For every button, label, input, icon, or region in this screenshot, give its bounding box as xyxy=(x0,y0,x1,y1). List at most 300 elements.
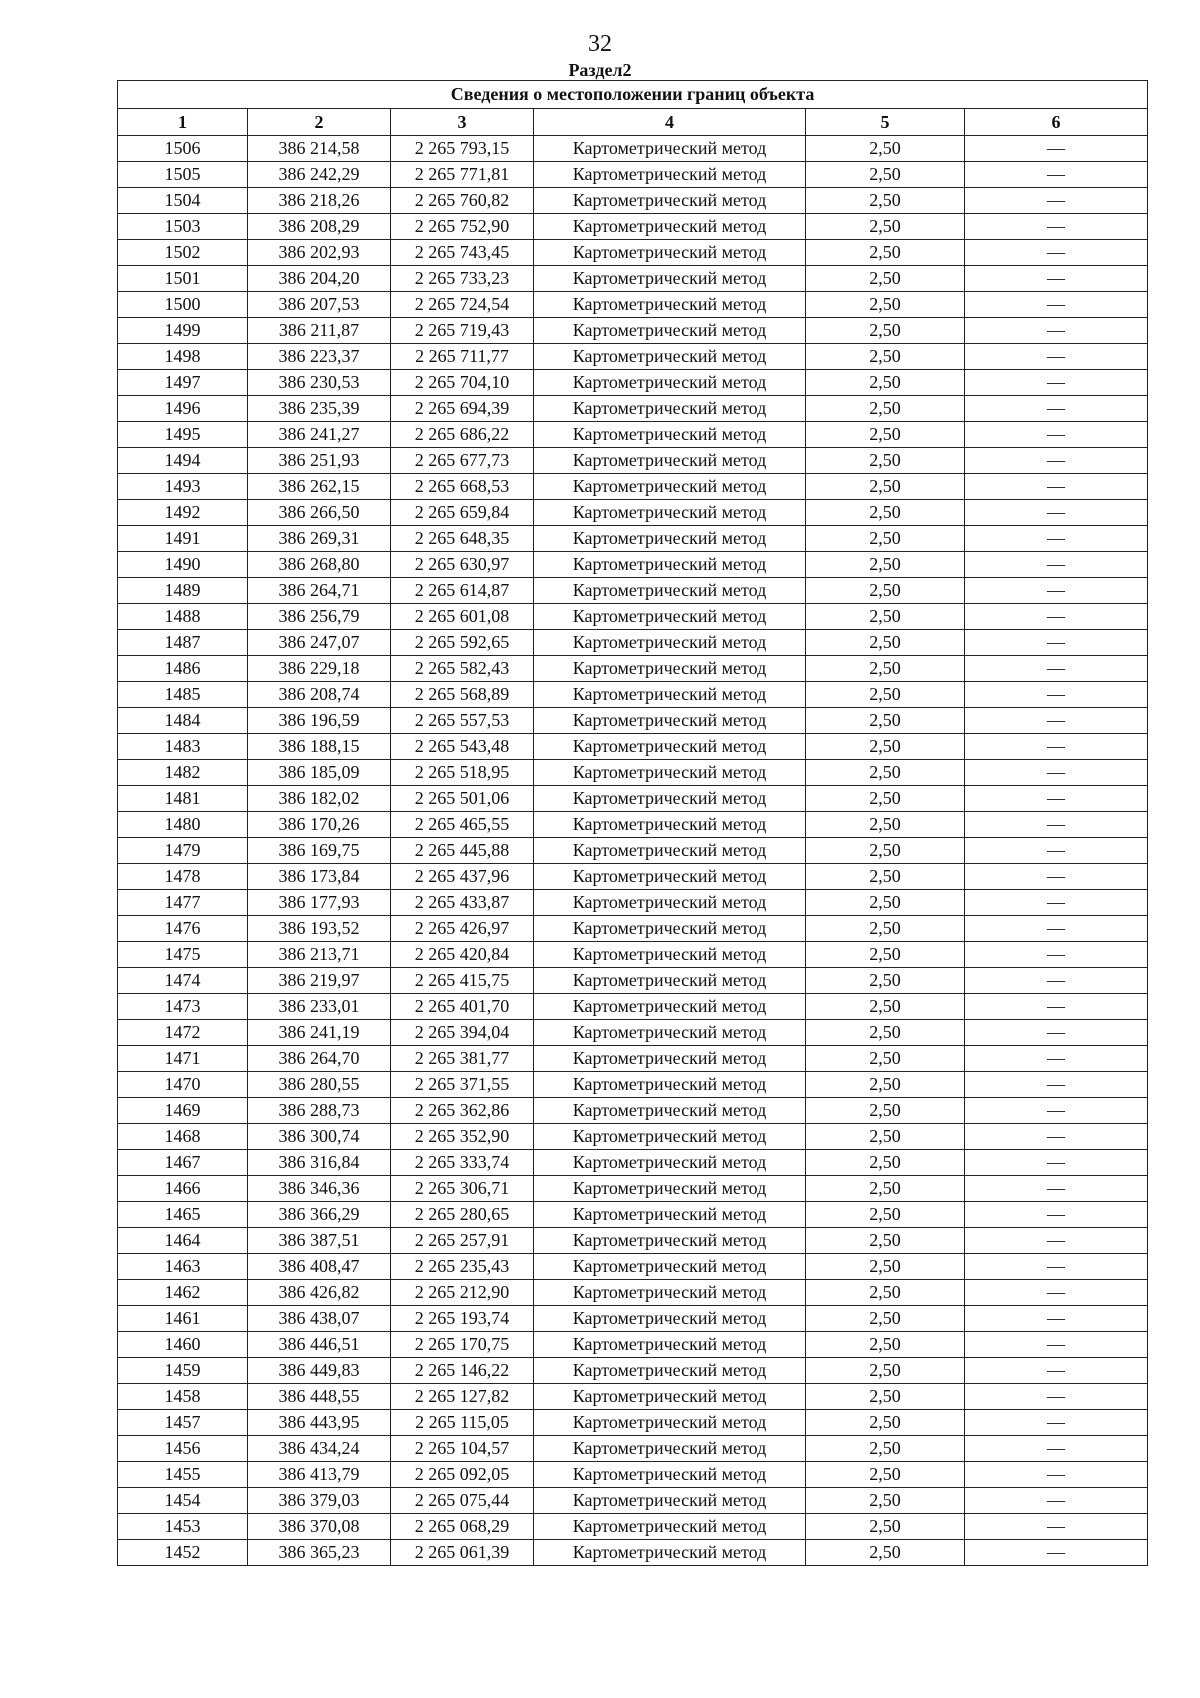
accuracy-cell: 2,50 xyxy=(806,1514,965,1540)
table-row xyxy=(118,1358,1148,1384)
point-number-cell: 1483 xyxy=(118,734,248,760)
accuracy-cell: 2,50 xyxy=(806,864,965,890)
y-coordinate-cell: 2 265 212,90 xyxy=(391,1280,534,1306)
method-cell: Картометрический метод xyxy=(534,526,806,552)
y-coordinate-cell: 2 265 719,43 xyxy=(391,318,534,344)
accuracy-cell: 2,50 xyxy=(806,760,965,786)
y-coordinate-cell: 2 265 793,15 xyxy=(391,136,534,162)
table-row xyxy=(118,916,1148,942)
y-coordinate-cell: 2 265 659,84 xyxy=(391,500,534,526)
point-number-cell: 1501 xyxy=(118,266,248,292)
table-row xyxy=(118,1072,1148,1098)
table-caption: Сведения о местоположении границ объекта xyxy=(118,81,1148,109)
table-row xyxy=(118,162,1148,188)
column-number-row xyxy=(118,109,1148,136)
method-cell: Картометрический метод xyxy=(534,552,806,578)
point-number-cell: 1457 xyxy=(118,1410,248,1436)
description-cell: — xyxy=(965,500,1148,526)
y-coordinate-cell: 2 265 306,71 xyxy=(391,1176,534,1202)
description-cell: — xyxy=(965,812,1148,838)
table-row xyxy=(118,578,1148,604)
point-number-cell: 1466 xyxy=(118,1176,248,1202)
table-row xyxy=(118,370,1148,396)
method-cell: Картометрический метод xyxy=(534,1280,806,1306)
point-number-cell: 1488 xyxy=(118,604,248,630)
table-row xyxy=(118,1124,1148,1150)
accuracy-cell: 2,50 xyxy=(806,526,965,552)
point-number-cell: 1468 xyxy=(118,1124,248,1150)
description-cell: — xyxy=(965,396,1148,422)
table-row xyxy=(118,812,1148,838)
description-cell: — xyxy=(965,630,1148,656)
x-coordinate-cell: 386 413,79 xyxy=(248,1462,391,1488)
accuracy-cell: 2,50 xyxy=(806,682,965,708)
method-cell: Картометрический метод xyxy=(534,604,806,630)
accuracy-cell: 2,50 xyxy=(806,812,965,838)
column-header: 1 xyxy=(118,109,248,136)
point-number-cell: 1473 xyxy=(118,994,248,1020)
accuracy-cell: 2,50 xyxy=(806,1228,965,1254)
x-coordinate-cell: 386 241,19 xyxy=(248,1020,391,1046)
table-row xyxy=(118,1332,1148,1358)
table-row xyxy=(118,526,1148,552)
table-row xyxy=(118,604,1148,630)
description-cell: — xyxy=(965,864,1148,890)
table-body xyxy=(118,136,1148,1566)
table-row xyxy=(118,708,1148,734)
description-cell: — xyxy=(965,1384,1148,1410)
y-coordinate-cell: 2 265 193,74 xyxy=(391,1306,534,1332)
y-coordinate-cell: 2 265 415,75 xyxy=(391,968,534,994)
y-coordinate-cell: 2 265 362,86 xyxy=(391,1098,534,1124)
accuracy-cell: 2,50 xyxy=(806,1462,965,1488)
table-row xyxy=(118,994,1148,1020)
table-row xyxy=(118,942,1148,968)
table-row xyxy=(118,1384,1148,1410)
method-cell: Картометрический метод xyxy=(534,1072,806,1098)
method-cell: Картометрический метод xyxy=(534,942,806,968)
table-row xyxy=(118,396,1148,422)
y-coordinate-cell: 2 265 694,39 xyxy=(391,396,534,422)
point-number-cell: 1456 xyxy=(118,1436,248,1462)
description-cell: — xyxy=(965,682,1148,708)
table-row xyxy=(118,552,1148,578)
accuracy-cell: 2,50 xyxy=(806,136,965,162)
table-row xyxy=(118,786,1148,812)
x-coordinate-cell: 386 204,20 xyxy=(248,266,391,292)
point-number-cell: 1506 xyxy=(118,136,248,162)
x-coordinate-cell: 386 182,02 xyxy=(248,786,391,812)
point-number-cell: 1476 xyxy=(118,916,248,942)
y-coordinate-cell: 2 265 518,95 xyxy=(391,760,534,786)
description-cell: — xyxy=(965,838,1148,864)
accuracy-cell: 2,50 xyxy=(806,1020,965,1046)
point-number-cell: 1484 xyxy=(118,708,248,734)
description-cell: — xyxy=(965,1462,1148,1488)
accuracy-cell: 2,50 xyxy=(806,1436,965,1462)
x-coordinate-cell: 386 370,08 xyxy=(248,1514,391,1540)
point-number-cell: 1505 xyxy=(118,162,248,188)
accuracy-cell: 2,50 xyxy=(806,214,965,240)
method-cell: Картометрический метод xyxy=(534,1436,806,1462)
method-cell: Картометрический метод xyxy=(534,1514,806,1540)
method-cell: Картометрический метод xyxy=(534,214,806,240)
point-number-cell: 1454 xyxy=(118,1488,248,1514)
y-coordinate-cell: 2 265 465,55 xyxy=(391,812,534,838)
y-coordinate-cell: 2 265 092,05 xyxy=(391,1462,534,1488)
point-number-cell: 1477 xyxy=(118,890,248,916)
x-coordinate-cell: 386 202,93 xyxy=(248,240,391,266)
accuracy-cell: 2,50 xyxy=(806,1488,965,1514)
table-row xyxy=(118,1046,1148,1072)
point-number-cell: 1455 xyxy=(118,1462,248,1488)
method-cell: Картометрический метод xyxy=(534,1488,806,1514)
x-coordinate-cell: 386 316,84 xyxy=(248,1150,391,1176)
table-row xyxy=(118,1228,1148,1254)
point-number-cell: 1494 xyxy=(118,448,248,474)
method-cell: Картометрический метод xyxy=(534,1098,806,1124)
x-coordinate-cell: 386 438,07 xyxy=(248,1306,391,1332)
table-caption-row xyxy=(118,81,1148,109)
table-row xyxy=(118,1410,1148,1436)
x-coordinate-cell: 386 219,97 xyxy=(248,968,391,994)
point-number-cell: 1464 xyxy=(118,1228,248,1254)
y-coordinate-cell: 2 265 394,04 xyxy=(391,1020,534,1046)
accuracy-cell: 2,50 xyxy=(806,1254,965,1280)
table-row xyxy=(118,1306,1148,1332)
y-coordinate-cell: 2 265 760,82 xyxy=(391,188,534,214)
point-number-cell: 1503 xyxy=(118,214,248,240)
table-row xyxy=(118,500,1148,526)
method-cell: Картометрический метод xyxy=(534,292,806,318)
table-row xyxy=(118,344,1148,370)
accuracy-cell: 2,50 xyxy=(806,318,965,344)
description-cell: — xyxy=(965,448,1148,474)
table-row xyxy=(118,1150,1148,1176)
y-coordinate-cell: 2 265 614,87 xyxy=(391,578,534,604)
description-cell: — xyxy=(965,292,1148,318)
y-coordinate-cell: 2 265 771,81 xyxy=(391,162,534,188)
table-row xyxy=(118,448,1148,474)
description-cell: — xyxy=(965,526,1148,552)
accuracy-cell: 2,50 xyxy=(806,630,965,656)
method-cell: Картометрический метод xyxy=(534,682,806,708)
method-cell: Картометрический метод xyxy=(534,786,806,812)
accuracy-cell: 2,50 xyxy=(806,162,965,188)
accuracy-cell: 2,50 xyxy=(806,1072,965,1098)
table-row xyxy=(118,656,1148,682)
y-coordinate-cell: 2 265 420,84 xyxy=(391,942,534,968)
accuracy-cell: 2,50 xyxy=(806,552,965,578)
accuracy-cell: 2,50 xyxy=(806,734,965,760)
method-cell: Картометрический метод xyxy=(534,1124,806,1150)
point-number-cell: 1485 xyxy=(118,682,248,708)
description-cell: — xyxy=(965,552,1148,578)
description-cell: — xyxy=(965,1332,1148,1358)
description-cell: — xyxy=(965,1046,1148,1072)
method-cell: Картометрический метод xyxy=(534,1306,806,1332)
x-coordinate-cell: 386 449,83 xyxy=(248,1358,391,1384)
table-row xyxy=(118,136,1148,162)
description-cell: — xyxy=(965,266,1148,292)
accuracy-cell: 2,50 xyxy=(806,1306,965,1332)
description-cell: — xyxy=(965,890,1148,916)
point-number-cell: 1491 xyxy=(118,526,248,552)
x-coordinate-cell: 386 446,51 xyxy=(248,1332,391,1358)
point-number-cell: 1452 xyxy=(118,1540,248,1566)
x-coordinate-cell: 386 264,70 xyxy=(248,1046,391,1072)
point-number-cell: 1462 xyxy=(118,1280,248,1306)
table-row xyxy=(118,422,1148,448)
accuracy-cell: 2,50 xyxy=(806,500,965,526)
y-coordinate-cell: 2 265 280,65 xyxy=(391,1202,534,1228)
y-coordinate-cell: 2 265 333,74 xyxy=(391,1150,534,1176)
description-cell: — xyxy=(965,474,1148,500)
table-row xyxy=(118,890,1148,916)
x-coordinate-cell: 386 214,58 xyxy=(248,136,391,162)
description-cell: — xyxy=(965,136,1148,162)
description-cell: — xyxy=(965,1072,1148,1098)
method-cell: Картометрический метод xyxy=(534,1384,806,1410)
table-row xyxy=(118,838,1148,864)
accuracy-cell: 2,50 xyxy=(806,656,965,682)
accuracy-cell: 2,50 xyxy=(806,604,965,630)
method-cell: Картометрический метод xyxy=(534,1540,806,1566)
x-coordinate-cell: 386 193,52 xyxy=(248,916,391,942)
table-row xyxy=(118,1176,1148,1202)
point-number-cell: 1470 xyxy=(118,1072,248,1098)
x-coordinate-cell: 386 256,79 xyxy=(248,604,391,630)
table-row xyxy=(118,864,1148,890)
description-cell: — xyxy=(965,240,1148,266)
x-coordinate-cell: 386 448,55 xyxy=(248,1384,391,1410)
x-coordinate-cell: 386 387,51 xyxy=(248,1228,391,1254)
description-cell: — xyxy=(965,1254,1148,1280)
table-row xyxy=(118,318,1148,344)
table-row xyxy=(118,682,1148,708)
y-coordinate-cell: 2 265 115,05 xyxy=(391,1410,534,1436)
table-row xyxy=(118,760,1148,786)
x-coordinate-cell: 386 280,55 xyxy=(248,1072,391,1098)
table-row xyxy=(118,1540,1148,1566)
description-cell: — xyxy=(965,1540,1148,1566)
x-coordinate-cell: 386 188,15 xyxy=(248,734,391,760)
description-cell: — xyxy=(965,214,1148,240)
x-coordinate-cell: 386 208,74 xyxy=(248,682,391,708)
point-number-cell: 1490 xyxy=(118,552,248,578)
accuracy-cell: 2,50 xyxy=(806,916,965,942)
x-coordinate-cell: 386 426,82 xyxy=(248,1280,391,1306)
accuracy-cell: 2,50 xyxy=(806,292,965,318)
accuracy-cell: 2,50 xyxy=(806,1332,965,1358)
point-number-cell: 1480 xyxy=(118,812,248,838)
method-cell: Картометрический метод xyxy=(534,708,806,734)
y-coordinate-cell: 2 265 235,43 xyxy=(391,1254,534,1280)
x-coordinate-cell: 386 207,53 xyxy=(248,292,391,318)
point-number-cell: 1467 xyxy=(118,1150,248,1176)
accuracy-cell: 2,50 xyxy=(806,838,965,864)
x-coordinate-cell: 386 185,09 xyxy=(248,760,391,786)
description-cell: — xyxy=(965,786,1148,812)
y-coordinate-cell: 2 265 433,87 xyxy=(391,890,534,916)
method-cell: Картометрический метод xyxy=(534,812,806,838)
method-cell: Картометрический метод xyxy=(534,474,806,500)
y-coordinate-cell: 2 265 543,48 xyxy=(391,734,534,760)
y-coordinate-cell: 2 265 630,97 xyxy=(391,552,534,578)
method-cell: Картометрический метод xyxy=(534,864,806,890)
description-cell: — xyxy=(965,422,1148,448)
x-coordinate-cell: 386 233,01 xyxy=(248,994,391,1020)
y-coordinate-cell: 2 265 075,44 xyxy=(391,1488,534,1514)
method-cell: Картометрический метод xyxy=(534,1046,806,1072)
x-coordinate-cell: 386 235,39 xyxy=(248,396,391,422)
point-number-cell: 1460 xyxy=(118,1332,248,1358)
y-coordinate-cell: 2 265 501,06 xyxy=(391,786,534,812)
x-coordinate-cell: 386 262,15 xyxy=(248,474,391,500)
y-coordinate-cell: 2 265 257,91 xyxy=(391,1228,534,1254)
accuracy-cell: 2,50 xyxy=(806,1046,965,1072)
point-number-cell: 1458 xyxy=(118,1384,248,1410)
description-cell: — xyxy=(965,1228,1148,1254)
accuracy-cell: 2,50 xyxy=(806,1358,965,1384)
method-cell: Картометрический метод xyxy=(534,578,806,604)
x-coordinate-cell: 386 169,75 xyxy=(248,838,391,864)
point-number-cell: 1492 xyxy=(118,500,248,526)
table-row xyxy=(118,1202,1148,1228)
accuracy-cell: 2,50 xyxy=(806,708,965,734)
description-cell: — xyxy=(965,994,1148,1020)
point-number-cell: 1474 xyxy=(118,968,248,994)
method-cell: Картометрический метод xyxy=(534,266,806,292)
table-row xyxy=(118,292,1148,318)
accuracy-cell: 2,50 xyxy=(806,474,965,500)
y-coordinate-cell: 2 265 557,53 xyxy=(391,708,534,734)
method-cell: Картометрический метод xyxy=(534,916,806,942)
x-coordinate-cell: 386 223,37 xyxy=(248,344,391,370)
point-number-cell: 1493 xyxy=(118,474,248,500)
method-cell: Картометрический метод xyxy=(534,136,806,162)
description-cell: — xyxy=(965,578,1148,604)
method-cell: Картометрический метод xyxy=(534,1332,806,1358)
description-cell: — xyxy=(965,188,1148,214)
x-coordinate-cell: 386 269,31 xyxy=(248,526,391,552)
point-number-cell: 1478 xyxy=(118,864,248,890)
y-coordinate-cell: 2 265 170,75 xyxy=(391,1332,534,1358)
x-coordinate-cell: 386 177,93 xyxy=(248,890,391,916)
accuracy-cell: 2,50 xyxy=(806,266,965,292)
description-cell: — xyxy=(965,162,1148,188)
description-cell: — xyxy=(965,968,1148,994)
description-cell: — xyxy=(965,1436,1148,1462)
description-cell: — xyxy=(965,604,1148,630)
method-cell: Картометрический метод xyxy=(534,1176,806,1202)
table-row xyxy=(118,1462,1148,1488)
x-coordinate-cell: 386 229,18 xyxy=(248,656,391,682)
y-coordinate-cell: 2 265 352,90 xyxy=(391,1124,534,1150)
description-cell: — xyxy=(965,1280,1148,1306)
y-coordinate-cell: 2 265 648,35 xyxy=(391,526,534,552)
point-number-cell: 1475 xyxy=(118,942,248,968)
y-coordinate-cell: 2 265 146,22 xyxy=(391,1358,534,1384)
x-coordinate-cell: 386 208,29 xyxy=(248,214,391,240)
accuracy-cell: 2,50 xyxy=(806,1384,965,1410)
point-number-cell: 1469 xyxy=(118,1098,248,1124)
table-row xyxy=(118,1436,1148,1462)
x-coordinate-cell: 386 251,93 xyxy=(248,448,391,474)
x-coordinate-cell: 386 434,24 xyxy=(248,1436,391,1462)
y-coordinate-cell: 2 265 733,23 xyxy=(391,266,534,292)
column-header: 4 xyxy=(534,109,806,136)
method-cell: Картометрический метод xyxy=(534,656,806,682)
x-coordinate-cell: 386 264,71 xyxy=(248,578,391,604)
x-coordinate-cell: 386 213,71 xyxy=(248,942,391,968)
description-cell: — xyxy=(965,1150,1148,1176)
y-coordinate-cell: 2 265 381,77 xyxy=(391,1046,534,1072)
description-cell: — xyxy=(965,734,1148,760)
accuracy-cell: 2,50 xyxy=(806,422,965,448)
x-coordinate-cell: 386 365,23 xyxy=(248,1540,391,1566)
table-row xyxy=(118,1020,1148,1046)
point-number-cell: 1489 xyxy=(118,578,248,604)
description-cell: — xyxy=(965,318,1148,344)
column-header: 3 xyxy=(391,109,534,136)
description-cell: — xyxy=(965,1410,1148,1436)
method-cell: Картометрический метод xyxy=(534,630,806,656)
accuracy-cell: 2,50 xyxy=(806,1202,965,1228)
y-coordinate-cell: 2 265 711,77 xyxy=(391,344,534,370)
x-coordinate-cell: 386 408,47 xyxy=(248,1254,391,1280)
y-coordinate-cell: 2 265 061,39 xyxy=(391,1540,534,1566)
y-coordinate-cell: 2 265 743,45 xyxy=(391,240,534,266)
x-coordinate-cell: 386 379,03 xyxy=(248,1488,391,1514)
point-number-cell: 1487 xyxy=(118,630,248,656)
x-coordinate-cell: 386 230,53 xyxy=(248,370,391,396)
table-row xyxy=(118,968,1148,994)
accuracy-cell: 2,50 xyxy=(806,1150,965,1176)
description-cell: — xyxy=(965,1202,1148,1228)
table-row xyxy=(118,734,1148,760)
accuracy-cell: 2,50 xyxy=(806,994,965,1020)
description-cell: — xyxy=(965,1124,1148,1150)
method-cell: Картометрический метод xyxy=(534,318,806,344)
x-coordinate-cell: 386 242,29 xyxy=(248,162,391,188)
table-row xyxy=(118,630,1148,656)
x-coordinate-cell: 386 173,84 xyxy=(248,864,391,890)
description-cell: — xyxy=(965,1098,1148,1124)
section-title: Раздел2 xyxy=(568,60,632,80)
point-number-cell: 1500 xyxy=(118,292,248,318)
point-number-cell: 1453 xyxy=(118,1514,248,1540)
point-number-cell: 1498 xyxy=(118,344,248,370)
method-cell: Картометрический метод xyxy=(534,396,806,422)
description-cell: — xyxy=(965,708,1148,734)
description-cell: — xyxy=(965,656,1148,682)
x-coordinate-cell: 386 300,74 xyxy=(248,1124,391,1150)
x-coordinate-cell: 386 170,26 xyxy=(248,812,391,838)
method-cell: Картометрический метод xyxy=(534,994,806,1020)
point-number-cell: 1486 xyxy=(118,656,248,682)
method-cell: Картометрический метод xyxy=(534,1358,806,1384)
point-number-cell: 1502 xyxy=(118,240,248,266)
method-cell: Картометрический метод xyxy=(534,344,806,370)
table-row xyxy=(118,188,1148,214)
table-row xyxy=(118,1488,1148,1514)
method-cell: Картометрический метод xyxy=(534,1254,806,1280)
method-cell: Картометрический метод xyxy=(534,734,806,760)
description-cell: — xyxy=(965,1514,1148,1540)
y-coordinate-cell: 2 265 752,90 xyxy=(391,214,534,240)
point-number-cell: 1497 xyxy=(118,370,248,396)
